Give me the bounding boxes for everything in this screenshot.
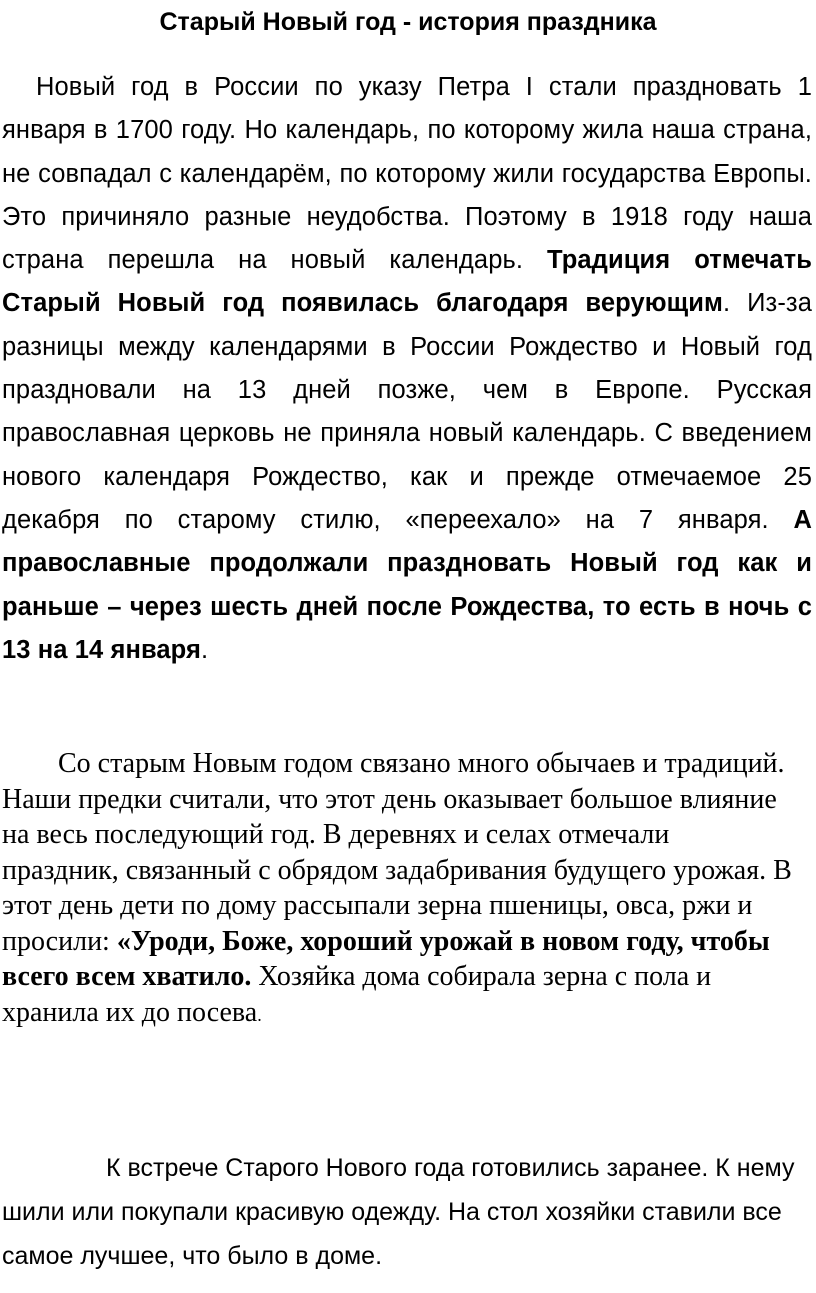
paragraph-customs xyxy=(2,746,792,1033)
paragraph-history-bold-2: А православные продолжали праздновать Новый год как и раньше – через шесть дней после Рождества, то есть в ночь с 13 на 14 января xyxy=(2,505,812,664)
paragraph-customs-bold-1: «Уроди, Боже, хороший урожай в новом году, чтобы всего всем хватило. xyxy=(2,925,770,992)
paragraph-history-text-3: . xyxy=(201,635,209,664)
paragraph-customs-text-1: Со старым Новым годом связано много обычаев и традиций. Наши предки считали, что этот день оказывает большое влияние на весь последующий год. В деревнях и селах отмечали праздник, связанный с обрядом задабривания будущего урожая. В этот день дети по дому рассыпали зерна пшеницы, овса, ржи и просили: xyxy=(2,748,792,957)
paragraph-preparation: К встрече Старого Нового года готовились заранее. К нему шили или покупали красивую одежду. На стол хозяйки ставили все самое лучшее, что было в доме. xyxy=(2,1154,795,1270)
document-title: Старый Новый год - история праздника xyxy=(159,8,657,36)
paragraph-customs-text-2: Хозяйка дома собирала зерна с пола и хранила их до посева xyxy=(2,961,712,1028)
paragraph-history-text-2: . Из-за разницы между календарями в России Рождество и Новый год праздновали на 13 дней позже, чем в Европе. Русская православная церковь не приняла новый календарь. С введением нового календаря Рождество, как и прежде отмечаемое 25 декабря по старому стилю, «переехало» на 7 января. xyxy=(2,289,812,534)
paragraph-history xyxy=(2,66,812,672)
paragraph-history-bold-1: Традиция отмечать Старый Новый год появилась благодаря верующим xyxy=(2,246,813,318)
paragraph-customs-text-3: . xyxy=(257,1004,262,1025)
paragraph-history-text-1: Новый год в России по указу Петра I стали праздновать 1 января в 1700 году. Но календарь, по которому жила наша страна, не совпадал с календарём, по которому жили государства Европы. Это причиняло разные неудобства. Поэтому в 1918 году наша страна перешла на новый календарь. xyxy=(2,73,812,275)
